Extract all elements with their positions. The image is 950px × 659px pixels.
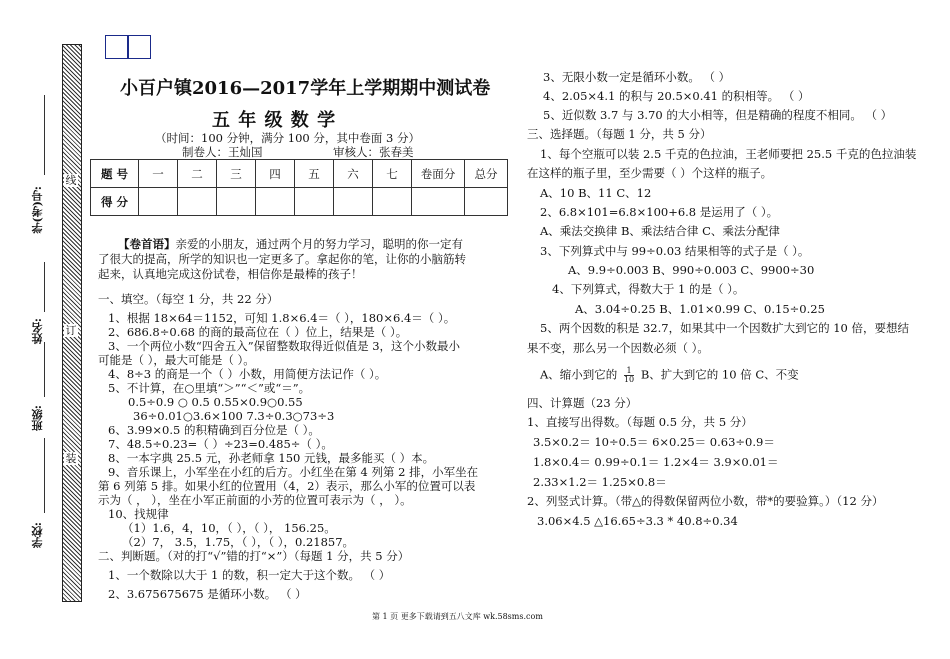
question-line: 在这样的瓶子里，至少需要（ ）个这样的瓶子。	[527, 166, 773, 180]
question-line: 4、8÷3 的商是一个（ ）小数，用简便方法记作（ ）。	[108, 367, 387, 381]
question-line: 示为（ ， ），坐在小军正前面的小芳的位置可表示为（ ， ）。	[98, 493, 412, 507]
question-line: 8、一本字典 25.5 元，孙老师拿 150 元钱，最多能买（ ）本。	[108, 451, 435, 465]
score-cell[interactable]	[412, 188, 465, 216]
score-table-header-row	[91, 160, 508, 188]
page-footer: 第 1 页 更多下载请到五八文库 wk.58sms.com	[372, 612, 543, 621]
fraction-one-tenth	[624, 367, 634, 384]
class-label: 班级:	[31, 405, 44, 432]
score-header-cell: 二	[178, 160, 217, 188]
question-line: 1、一个数除以大于 1 的数，积一定大于这个数。 （ ）	[108, 568, 391, 582]
question-line: 2、6.8×101=6.8×100+6.8 是运用了（ ）。	[540, 205, 779, 219]
score-table-score-row	[91, 188, 508, 216]
section-judge-heading: 二、判断题。（对的打“√”错的打“×”）（每题 1 分，共 5 分）	[98, 549, 410, 563]
question-line: 2、3.675675675 是循环小数。 （ ）	[108, 587, 307, 601]
score-row-label: 得 分	[91, 188, 139, 216]
exam-title: 小百户镇2016—2017学年上学期期中测试卷	[120, 78, 491, 99]
score-cell[interactable]	[465, 188, 508, 216]
score-header-cell: 六	[334, 160, 373, 188]
reviewer: 审核人：张春美	[333, 145, 414, 159]
score-header-cell: 一	[139, 160, 178, 188]
option-a: A、缩小到它的	[540, 367, 618, 382]
score-header-cell: 四	[256, 160, 295, 188]
calc-line: 2.33×1.2＝ 1.25×0.8＝	[533, 475, 667, 489]
seat-number-boxes	[105, 35, 151, 59]
score-cell[interactable]	[139, 188, 178, 216]
question-line: 第 6 列第 5 排。如果小红的位置用（4，2）表示，那么小军的位置可以表	[98, 479, 476, 493]
question-line: 5、不计算，在○里填“＞”“＜”或“＝”。	[108, 381, 311, 395]
binding-label-xian: 线	[65, 174, 77, 187]
preface-text: 亲爱的小朋友，通过两个月的努力学习，聪明的你一定有	[175, 237, 463, 251]
option-bc: B、扩大到它的 10 倍 C、不变	[640, 367, 799, 382]
question-line: 1、每个空瓶可以装 2.5 千克的色拉油，王老师要把 25.5 千克的色拉油装	[540, 147, 917, 161]
calc-line: 3.5×0.2＝ 10÷0.5＝ 6×0.25＝ 0.63÷0.9＝	[533, 435, 775, 449]
score-cell[interactable]	[373, 188, 412, 216]
score-table	[90, 159, 508, 216]
preface-line-2: 了很大的提高，所学的知识也一定更多了。拿起你的笔，让你的小脑筋转	[98, 252, 466, 266]
question-line: 6、3.99×0.5 的积精确到百分位是（ ）。	[108, 423, 320, 437]
option-line: A、3.04÷0.25 B、1.01×0.99 C、0.15÷0.25	[575, 302, 825, 316]
score-header-cell: 五	[295, 160, 334, 188]
preface-line-1	[118, 237, 463, 251]
binding-label-zhuang: 装	[65, 452, 77, 465]
preface-label: 【卷首语】	[118, 237, 176, 251]
name-line	[44, 262, 45, 312]
question-line: 1、根据 18×64＝1152，可知 1.8×6.4＝（ ），180×6.4＝（ ）。	[108, 311, 456, 325]
question-line: 7、48.5÷0.23=（ ）÷23=0.485÷（ ）。	[108, 437, 333, 451]
score-cell[interactable]	[217, 188, 256, 216]
question-line: 果不变，那么另一个因数必须（ ）。	[527, 341, 709, 355]
option-line: A、乘法交换律 B、乘法结合律 C、乘法分配律	[540, 224, 780, 238]
class-line	[44, 342, 45, 397]
option-line: A、9.9÷0.003 B、990÷0.003 C、9900÷30	[568, 263, 815, 277]
option-line: A、10 B、11 C、12	[540, 186, 652, 200]
score-header-cell: 题 号	[91, 160, 139, 188]
question-line: 5、两个因数的积是 32.7，如果其中一个因数扩大到它的 10 倍，要想结	[540, 321, 910, 335]
calc-line: 1.8×0.4＝ 0.99÷0.1＝ 1.2×4＝ 3.9×0.01＝	[533, 455, 779, 469]
question-line: （2）7， 3.5，1.75，（ ），（ ），0.21857。	[122, 535, 355, 549]
question-line: 1、直接写出得数。（每题 0.5 分，共 5 分）	[527, 415, 753, 429]
student-id-line	[44, 95, 45, 175]
question-line: 2、686.8÷0.68 的商的最高位在（ ）位上，结果是（ ）。	[108, 325, 408, 339]
fraction-numerator: 1	[624, 367, 634, 376]
question-line: 36÷0.01○3.6×100 7.3÷0.3○73÷3	[133, 409, 335, 423]
question-line: 可能是（ ），最大可能是（ ）。	[98, 353, 255, 367]
option-line	[540, 367, 799, 384]
score-header-cell: 三	[217, 160, 256, 188]
score-header-cell: 七	[373, 160, 412, 188]
binding-label-ding: 订	[65, 324, 77, 337]
score-header-cell: 总分	[465, 160, 508, 188]
question-line: 3、一个两位小数“四舍五入”保留整数取得近似值是 3，这个小数最小	[108, 339, 461, 353]
exam-meta: （时间：100 分钟，满分 100 分，其中卷面 3 分）	[155, 131, 420, 145]
maker: 制卷人：王灿国	[182, 145, 263, 159]
section-calc-heading: 四、计算题（23 分）	[527, 396, 638, 410]
question-line: （1）1.6，4，10，（ ），（ ）， 156.25。	[122, 521, 336, 535]
question-line: 3、下列算式中与 99÷0.03 结果相等的式子是（ ）。	[540, 244, 810, 258]
score-cell[interactable]	[334, 188, 373, 216]
score-cell[interactable]	[256, 188, 295, 216]
fraction-denominator: 10	[623, 375, 635, 384]
question-line: 9、音乐课上，小军坐在小红的后方。小红坐在第 4 列第 2 排，小军坐在	[108, 465, 479, 479]
question-line: 0.5÷0.9 ○ 0.5 0.55×0.9○0.55	[128, 395, 303, 409]
score-header-cell: 卷面分	[412, 160, 465, 188]
question-line: 4、下列算式，得数大于 1 的是（ ）。	[552, 282, 745, 296]
question-line: 10、找规律	[108, 507, 169, 521]
section-fill-heading: 一、填空。（每空 1 分，共 22 分）	[98, 292, 279, 306]
question-line: 2、列竖式计算。（带△的得数保留两位小数，带*的要验算。）（12 分）	[527, 494, 884, 508]
school-line	[44, 438, 45, 513]
name-label: 姓名:	[31, 318, 44, 345]
calc-line: 3.06×4.5 △16.65÷3.3 * 40.8÷0.34	[537, 514, 738, 528]
score-cell[interactable]	[178, 188, 217, 216]
binding-strip	[62, 44, 82, 602]
preface-line-3: 起来，认真地完成这份试卷，相信你是最棒的孩子！	[98, 267, 363, 281]
score-cell[interactable]	[295, 188, 334, 216]
question-line: 4、2.05×4.1 的积与 20.5×0.41 的积相等。 （ ）	[543, 89, 810, 103]
student-id-label: 学(考)号:	[31, 186, 44, 234]
question-line: 3、无限小数一定是循环小数。 （ ）	[543, 70, 731, 84]
question-line: 5、近似数 3.7 与 3.70 的大小相等，但是精确的程度不相同。 （ ）	[543, 108, 893, 122]
school-label: 学校:	[31, 522, 44, 549]
section-choice-heading: 三、选择题。（每题 1 分，共 5 分）	[527, 127, 712, 141]
subject-title: 五 年 级 数 学	[212, 110, 337, 131]
